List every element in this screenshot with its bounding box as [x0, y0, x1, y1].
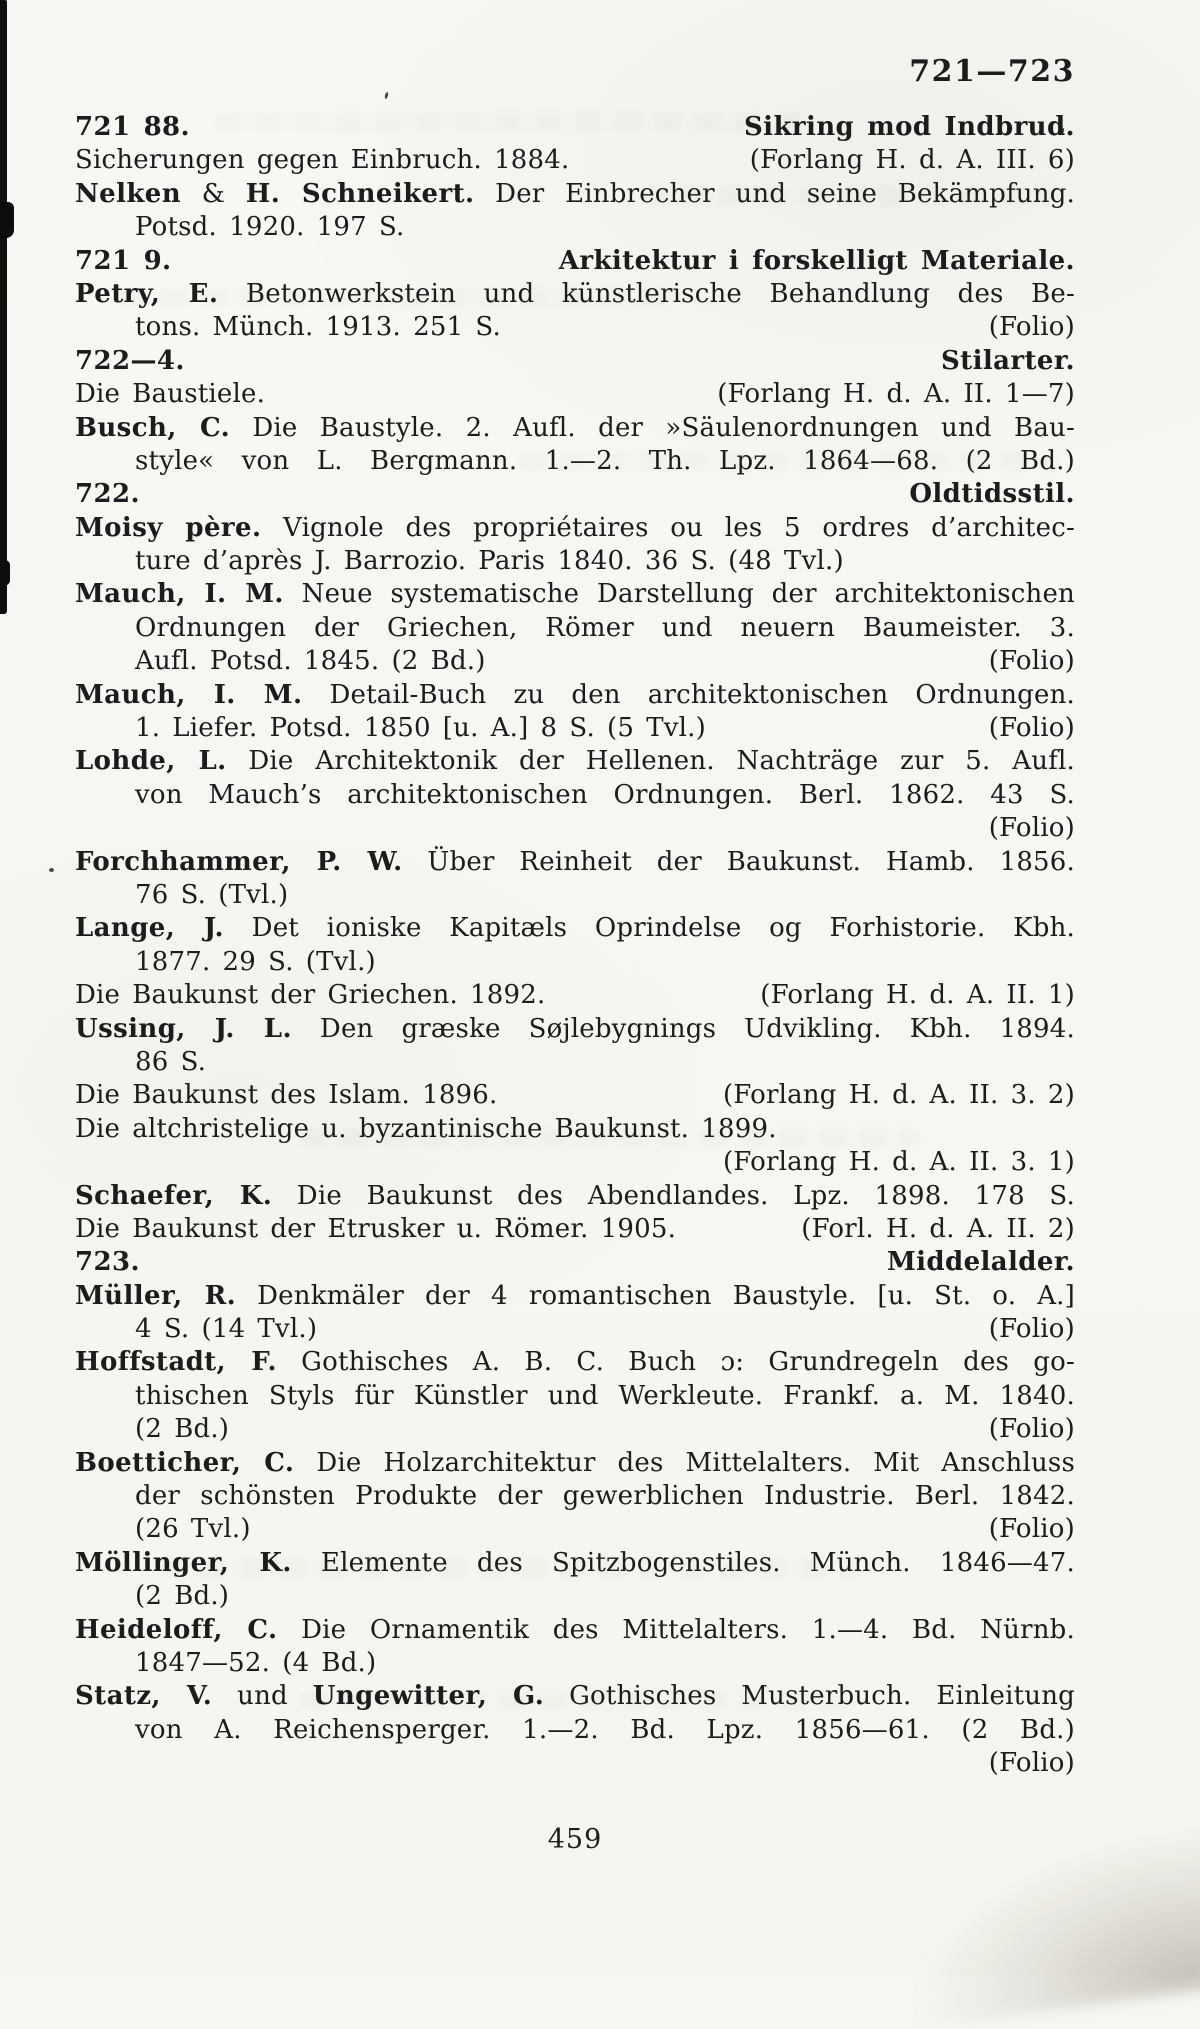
line-text [75, 1181, 1075, 1211]
text-segment: (Forlang H. d. A. II. 1—7) [717, 379, 1075, 410]
line-text [75, 1548, 1075, 1578]
text-segment: Elemente des Spitzbogenstiles. Münch. 1846—47. [291, 1547, 1075, 1578]
bold-segment: Lohde, L. [75, 746, 227, 777]
line-text [989, 712, 1075, 745]
text-line [75, 879, 1075, 912]
text-line [75, 1046, 1075, 1079]
line-text [135, 712, 706, 745]
text-line [75, 912, 1075, 945]
bold-segment: Sikring mod Indbrud. [744, 112, 1075, 142]
text-segment: Die Baukunst der Etrusker u. Römer. 1905. [75, 1213, 677, 1244]
line-text [989, 1748, 1075, 1778]
text-line [75, 846, 1075, 879]
bold-segment: Forchhammer, P. W. [75, 846, 403, 877]
bold-segment: Stilarter. [941, 345, 1075, 376]
line-text [135, 1513, 251, 1546]
line-text [135, 1381, 1075, 1411]
page-number: 459 [547, 1824, 603, 1855]
line-text [887, 1246, 1075, 1279]
text-line [75, 1213, 1075, 1246]
text-line [75, 712, 1075, 745]
text-line [75, 1580, 1075, 1613]
text-line [75, 1447, 1075, 1480]
line-text [75, 345, 185, 378]
text-segment: thischen Styls für Künstler und Werkleute. Frankf. a. M. 1840. [135, 1380, 1075, 1411]
bold-segment: Lange, J. [75, 913, 224, 944]
line-text [75, 979, 545, 1012]
line-text [989, 1513, 1075, 1546]
text-line [75, 1079, 1075, 1112]
line-text [75, 1615, 1075, 1645]
line-text [989, 311, 1075, 344]
text-segment: Die Baustiele. [75, 379, 266, 410]
line-text [135, 947, 376, 977]
line-text [135, 1313, 317, 1346]
line-text [135, 1047, 206, 1077]
line-text [75, 746, 1075, 776]
text-segment: Die Architektonik der Hellenen. Nachträge zur 5. Aufl. [226, 746, 1075, 777]
bold-segment: Ungewitter, G. [312, 1681, 545, 1712]
bold-segment: Mauch, I. M. [75, 679, 303, 710]
text-line [75, 979, 1075, 1012]
line-text [75, 680, 1075, 710]
line-text [989, 1313, 1075, 1346]
text-segment: (Folio) [988, 1414, 1075, 1445]
text-line [75, 311, 1075, 344]
text-segment: Potsd. 1920. 197 S. [135, 212, 405, 243]
text-segment: Gothisches Musterbuch. Einleitung [544, 1681, 1075, 1712]
line-text [75, 478, 140, 511]
text-segment: der schönsten Produkte der gewerblichen Industrie. Berl. 1842. [135, 1481, 1075, 1512]
line-text [941, 345, 1075, 378]
text-line [75, 1013, 1075, 1046]
text-segment: (2 Bd.) [135, 1414, 230, 1445]
line-text [559, 245, 1075, 278]
bold-segment: Ussing, J. L. [75, 1013, 292, 1044]
line-text [135, 546, 844, 576]
bold-segment: 722. [75, 479, 140, 510]
line-text [135, 311, 501, 344]
line-text [135, 780, 1075, 810]
text-line [75, 1647, 1075, 1680]
text-line [75, 1246, 1075, 1279]
bold-segment: Middelalder. [886, 1247, 1075, 1278]
line-text [717, 378, 1075, 411]
text-line [75, 1747, 1075, 1780]
text-line [75, 745, 1075, 778]
line-text [989, 645, 1075, 678]
line-text [135, 212, 405, 242]
text-line [75, 512, 1075, 545]
text-segment: (Folio) [988, 1514, 1075, 1545]
bold-segment: Oldtidsstil. [909, 479, 1075, 510]
line-text [75, 1347, 1075, 1377]
text-line [75, 946, 1075, 979]
line-text [801, 1213, 1075, 1246]
bold-segment: Boetticher, C. [75, 1447, 295, 1478]
text-segment: 1847—52. (4 Bd.) [135, 1647, 377, 1678]
text-segment: (Forl. H. d. A. II. 2) [801, 1213, 1075, 1244]
bold-segment: Müller, R. [75, 1280, 237, 1311]
text-segment: (2 Bd.) [135, 1581, 230, 1612]
text-line [75, 612, 1075, 645]
line-text [135, 1413, 229, 1446]
text-segment: Über Reinheit der Baukunst. Hamb. 1856. [402, 846, 1076, 877]
text-line [75, 1714, 1075, 1747]
text-segment: Den græske Søjlebygnings Udvikling. Kbh. 1894. [291, 1013, 1075, 1044]
text-segment: (Folio) [988, 1748, 1075, 1779]
text-segment: ture d’après J. Barrozio. Paris 1840. 36 S. (48 Tvl.) [135, 546, 844, 577]
line-text [75, 1281, 1075, 1311]
text-line [75, 645, 1075, 678]
bold-segment: Heideloff, C. [75, 1614, 278, 1645]
text-segment: Vignole des propriétaires ou les 5 ordres d’architec- [261, 512, 1075, 543]
text-line [75, 1380, 1075, 1413]
text-segment: tons. Münch. 1913. 251 S. [135, 312, 501, 343]
text-segment: style« von L. Bergmann. 1.—2. Th. Lpz. 1864—68. (2 Bd.) [135, 445, 1075, 476]
text-segment: & [181, 178, 246, 209]
bold-segment: Moisy père. [75, 512, 262, 543]
text-line [75, 178, 1075, 211]
bold-segment: Möllinger, K. [75, 1547, 292, 1578]
line-text [135, 613, 1075, 643]
line-text [75, 579, 1075, 609]
text-segment: (Folio) [988, 1314, 1075, 1345]
bold-segment: 721 9. [75, 245, 172, 276]
scan-edge-artifact [0, 0, 7, 614]
line-text [75, 279, 1075, 309]
line-text [135, 645, 486, 678]
text-segment: Die Baukunst des Abendlandes. Lpz. 1898. 178 S. [272, 1180, 1075, 1211]
text-line [75, 545, 1075, 578]
text-line [75, 1513, 1075, 1546]
text-segment: (Forlang H. d. A. II. 3. 1) [722, 1147, 1075, 1178]
text-line [75, 1547, 1075, 1580]
text-segment: von A. Reichensperger. 1.—2. Bd. Lpz. 1856—61. (2 Bd.) [135, 1714, 1075, 1745]
line-text [135, 1581, 229, 1611]
line-text [135, 1715, 1075, 1745]
text-line [75, 1180, 1075, 1213]
text-segment: Betonwerkstein und künstlerische Behandlung des Be- [218, 278, 1075, 309]
text-line [75, 1280, 1075, 1313]
line-text [135, 1481, 1075, 1511]
text-line [75, 1146, 1075, 1179]
text-line [75, 1614, 1075, 1647]
line-text [135, 880, 288, 910]
text-segment: 1. Liefer. Potsd. 1850 [u. A.] 8 S. (5 Tvl.) [135, 713, 706, 744]
line-text [75, 1079, 498, 1112]
line-text [75, 1213, 676, 1246]
bibliography-text-block [75, 111, 1075, 1781]
line-text [75, 111, 190, 144]
bold-segment: Mauch, I. M. [75, 579, 284, 610]
page-header-range: 721—723 [909, 54, 1075, 89]
bold-segment: Petry, E. [75, 278, 219, 309]
bold-segment: H. Schneikert. [245, 178, 475, 209]
line-text [989, 813, 1075, 843]
text-line [75, 578, 1075, 611]
bold-segment: Nelken [75, 178, 182, 209]
text-segment: Die Baukunst der Griechen. 1892. [75, 980, 546, 1011]
text-line [75, 1346, 1075, 1379]
text-line [75, 245, 1075, 278]
text-line [75, 278, 1075, 311]
bold-segment: Arkitektur i forskelligt Materiale. [558, 245, 1075, 276]
text-segment: 1877. 29 S. (Tvl.) [135, 946, 376, 977]
text-segment: (Folio) [988, 646, 1075, 677]
text-segment: Der Einbrecher und seine Bekämpfung. [474, 178, 1075, 209]
line-text [75, 513, 1075, 543]
line-text [750, 144, 1075, 177]
text-segment: Die Baustyle. 2. Aufl. der »Säulenordnungen und Bau- [230, 412, 1075, 443]
line-text [744, 111, 1075, 144]
text-segment: Det ioniske Kapitæls Oprindelse og Forhistorie. Kbh. [224, 913, 1075, 944]
line-text [75, 1448, 1075, 1478]
text-line [75, 812, 1075, 845]
line-text [75, 847, 1075, 877]
text-segment: (26 Tvl.) [135, 1514, 251, 1545]
text-line [75, 779, 1075, 812]
text-segment: Denkmäler der 4 romantischen Baustyle. [u. St. o. A.] [236, 1280, 1075, 1311]
text-segment: 4 S. (14 Tvl.) [135, 1314, 318, 1345]
line-text [135, 1648, 376, 1678]
text-line [75, 412, 1075, 445]
text-segment: 86 S. [135, 1046, 207, 1077]
text-line [75, 111, 1075, 144]
text-line [75, 345, 1075, 378]
text-segment: (Forlang H. d. A. II. 1) [760, 980, 1075, 1011]
text-segment: Die Ornamentik des Mittelalters. 1.—4. Bd. Nürnb. [277, 1614, 1075, 1645]
text-line [75, 1113, 1075, 1146]
line-text [135, 446, 1075, 476]
line-text [75, 1681, 1075, 1711]
text-segment: Aufl. Potsd. 1845. (2 Bd.) [135, 646, 486, 677]
text-segment: Gothisches A. B. C. Buch ɔ: Grundregeln des go- [276, 1347, 1075, 1378]
line-text [75, 179, 1075, 209]
text-segment: (Forlang H. d. A. III. 6) [749, 145, 1075, 176]
text-segment: Die Holzarchitektur des Mittelalters. Mit Anschluss [294, 1447, 1075, 1478]
text-line [75, 378, 1075, 411]
speck-artifact [49, 868, 54, 872]
text-line [75, 1313, 1075, 1346]
bold-segment: Schaefer, K. [75, 1180, 273, 1211]
text-line [75, 1480, 1075, 1513]
text-segment: 76 S. (Tvl.) [135, 879, 289, 910]
bold-segment: Statz, V. [75, 1681, 213, 1712]
bold-segment: 723. [75, 1247, 140, 1278]
line-text [75, 1246, 140, 1279]
text-segment: (Forlang H. d. A. II. 3. 2) [722, 1080, 1075, 1111]
text-line [75, 478, 1075, 511]
speck-artifact [384, 92, 389, 100]
line-text [723, 1079, 1075, 1112]
text-segment: (Folio) [988, 312, 1075, 343]
line-text [723, 1147, 1075, 1177]
bold-segment: Busch, C. [75, 412, 231, 443]
line-text [75, 1014, 1075, 1044]
text-segment: Neue systematische Darstellung der architektonischen [283, 579, 1075, 610]
text-segment: Die Baukunst des Islam. 1896. [75, 1080, 498, 1111]
text-segment: und [212, 1681, 313, 1712]
line-text [75, 245, 172, 278]
text-line [75, 144, 1075, 177]
line-text [909, 478, 1075, 511]
text-segment: (Folio) [988, 713, 1075, 744]
text-line [75, 679, 1075, 712]
text-line [75, 445, 1075, 478]
text-segment: von Mauch’s architektonischen Ordnungen. Berl. 1862. 43 S. [135, 779, 1075, 810]
line-text [760, 979, 1075, 1012]
text-segment: Die altchristelige u. byzantinische Baukunst. 1899. [75, 1113, 777, 1144]
bold-segment: 722—4. [75, 345, 185, 376]
line-text [75, 1114, 777, 1144]
line-text [989, 1413, 1075, 1446]
line-text [75, 413, 1075, 443]
text-segment: Sicherungen gegen Einbruch. 1884. [75, 145, 570, 176]
bold-segment: 721 88. [75, 112, 190, 142]
bold-segment: Hoffstadt, F. [75, 1347, 277, 1378]
line-text [75, 144, 570, 177]
line-text [75, 378, 265, 411]
text-segment: Ordnungen der Griechen, Römer und neuern Baumeister. 3. [135, 612, 1075, 643]
text-line [75, 211, 1075, 244]
line-text [75, 913, 1075, 943]
text-segment: Detail-Buch zu den architektonischen Ordnungen. [302, 679, 1075, 710]
text-segment: (Folio) [988, 813, 1075, 844]
corner-smudge-artifact [900, 1826, 1200, 2029]
text-line [75, 1680, 1075, 1713]
text-line [75, 1413, 1075, 1446]
